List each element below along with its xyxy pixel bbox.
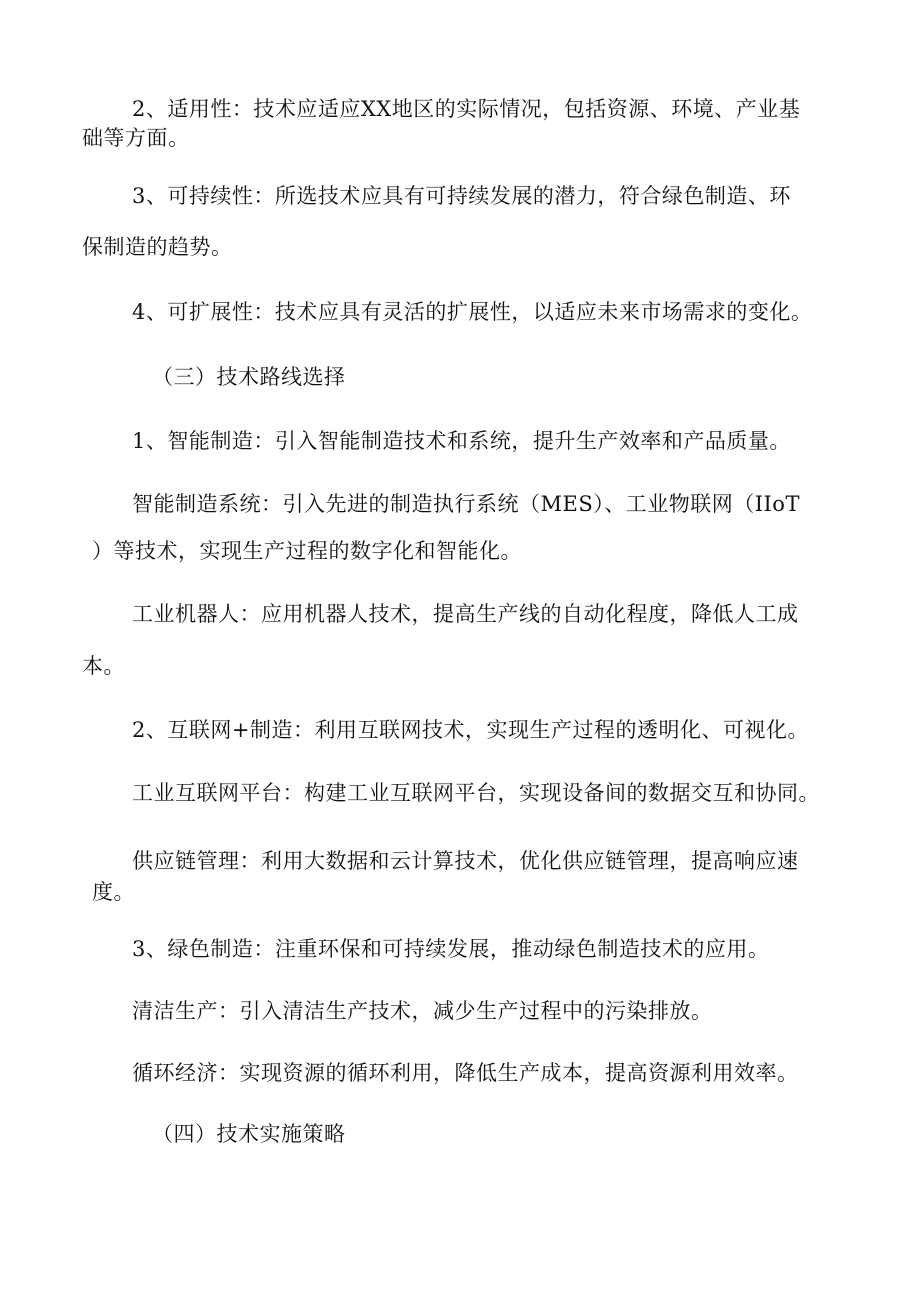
list-item-smart-manufacturing: 1、智能制造：引入智能制造技术和系统，提升生产效率和产品质量。 <box>132 429 791 453</box>
paragraph-industrial-internet-platform: 工业互联网平台：构建工业互联网平台，实现设备间的数据交互和协同。 <box>132 781 820 805</box>
list-item-green-manufacturing: 3、绿色制造：注重环保和可持续发展，推动绿色制造技术的应用。 <box>132 937 770 961</box>
section-heading-tech-route: （三）技术路线选择 <box>152 365 346 389</box>
paragraph-clean-production: 清洁生产：引入清洁生产技术，减少生产过程中的污染排放。 <box>132 999 713 1023</box>
list-item-sustainability-cont: 保制造的趋势。 <box>82 235 233 259</box>
paragraph-circular-economy: 循环经济：实现资源的循环利用，降低生产成本，提高资源利用效率。 <box>132 1061 799 1085</box>
list-item-sustainability: 3、可持续性：所选技术应具有可持续发展的潜力，符合绿色制造、环 <box>132 184 791 208</box>
paragraph-supply-chain-cont: 度。 <box>92 880 135 904</box>
section-heading-tech-implementation: （四）技术实施策略 <box>152 1122 346 1146</box>
list-item-applicability: 2、适用性：技术应适应XX地区的实际情况，包括资源、环境、产业基 <box>132 97 801 121</box>
list-item-applicability-cont: 础等方面。 <box>82 126 190 150</box>
paragraph-smart-system-cont: ）等技术，实现生产过程的数字化和智能化。 <box>92 539 522 563</box>
list-item-internet-manufacturing: 2、互联网+制造：利用互联网技术，实现生产过程的透明化、可视化。 <box>132 718 809 742</box>
paragraph-smart-system: 智能制造系统：引入先进的制造执行系统（MES）、工业物联网（IIoT <box>132 492 800 516</box>
paragraph-industrial-robot: 工业机器人：应用机器人技术，提高生产线的自动化程度，降低人工成 <box>132 602 799 626</box>
paragraph-supply-chain: 供应链管理：利用大数据和云计算技术，优化供应链管理，提高响应速 <box>132 849 799 873</box>
paragraph-industrial-robot-cont: 本。 <box>82 654 125 678</box>
list-item-extensibility: 4、可扩展性：技术应具有灵活的扩展性，以适应未来市场需求的变化。 <box>132 300 813 324</box>
